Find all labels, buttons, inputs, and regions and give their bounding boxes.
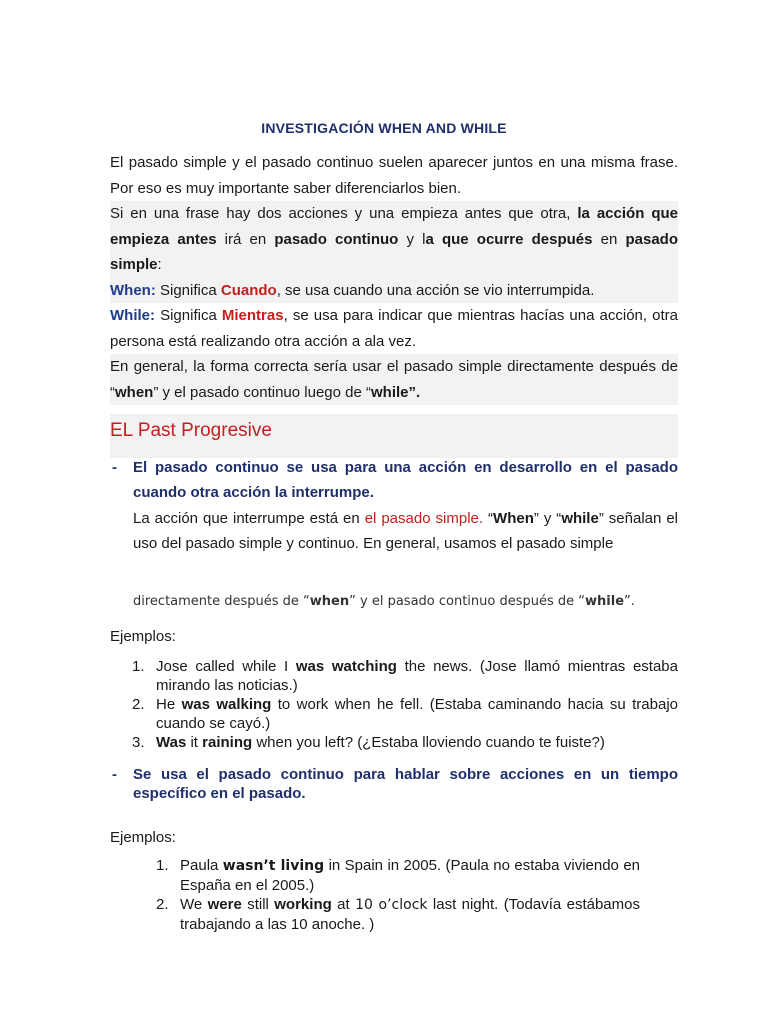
bold-run: raining [202,734,253,751]
bold-run: pasado simple [110,230,678,273]
text-run: ” y el pasado continuo después de “ [349,594,586,609]
list-number: 2. [156,896,169,913]
bold-run: was walking [181,696,272,713]
bold-run: was watching [295,658,397,675]
intro-paragraph-2 [110,201,678,278]
text-run: Si en una frase hay dos acciones y una empieza antes que otra, [110,205,578,222]
text-run: ”. [624,594,635,609]
text-run: “ [483,510,494,527]
list-item [132,733,678,752]
bold-run: while [585,594,625,609]
bold-run: when [309,594,350,609]
text-run: it [186,734,203,751]
text-run: , se usa cuando una acción se vio interrumpida. [276,281,595,299]
intro-paragraph-5 [110,354,678,405]
highlight-run: el pasado simple. [364,510,484,527]
bold-run: while”. [371,383,421,401]
text-run: Paula [180,857,223,874]
while-translation: Mientras [221,307,284,324]
examples-list-2 [156,856,640,934]
text-run: La acción que interrumpe está en [133,510,365,527]
bold-run: la acción que empieza antes [110,205,678,248]
text-run: ” y el pasado continuo luego de “ [153,383,371,401]
bullet-text: Se usa el pasado continuo para hablar sobre acciones en un tiempo específico en el pasado. [133,766,678,802]
intro-paragraph-1: El pasado simple y el pasado continuo suelen aparecer juntos en una misma frase. Por eso es muy importante saber diferenciarlos bien. [110,154,678,197]
bold-run: a que ocurre después [425,230,593,248]
text-run: at [331,896,356,913]
text-run: directamente después de “ [133,594,310,609]
text-run: last night. (Todavía estábamos trabajando a las 10 anoche. ) [180,896,640,933]
text-run: en [592,230,626,248]
bullet-text: El pasado continuo se usa para una acción en desarrollo en el pasado cuando otra acción la interrumpe. [133,459,678,501]
text-run: irá en [216,230,275,248]
text-run: He [156,696,182,713]
explanation-continuation [133,594,693,609]
text-run: , se usa para indicar que mientras hacías una acción, otra persona está realizando otra acción a ala vez. [110,307,678,350]
when-translation: Cuando [220,281,277,299]
bullet-dash: - [112,459,117,476]
list-number: 1. [132,658,145,675]
when-definition [110,278,678,304]
text-run: still [241,896,275,913]
list-number: 1. [156,857,169,874]
text-run: Significa [155,281,221,299]
text-run: ” y “ [533,510,562,527]
document-title: INVESTIGACIÓN WHEN AND WHILE [261,120,507,136]
text-run: ” señalan el uso del pasado simple y continuo. En general, usamos el pasado simple [133,510,678,552]
text-run: to work when he fell. (Estaba caminando hacia su trabajo cuando se cayó.) [156,696,678,732]
list-number: 3. [132,734,145,751]
bullet-item-2 [110,765,678,803]
text-run: y l [398,230,426,248]
list-item [156,856,640,895]
explanation-paragraph [133,506,678,556]
bold-run: wasn’t living [222,858,325,874]
text-run: We [180,896,208,913]
text-run: the news. (Jose llamó mientras estaba mirando las noticias.) [156,658,678,694]
bold-run: were [207,896,242,913]
list-item [132,657,678,695]
list-item [156,895,640,934]
bullet-item-1 [110,455,678,505]
section-heading: EL Past Progresive [110,420,272,441]
bold-run: while [561,510,599,527]
bold-run: when [115,383,154,401]
while-definition [110,303,678,354]
time-run: 10 o’clock [355,897,428,913]
text-run: Jose called while I [156,658,296,675]
examples-list-1 [132,657,678,752]
examples-label-2: Ejemplos: [110,829,176,846]
text-run: in Spain in 2005. (Paula no estaba viviendo en España en el 2005.) [180,857,640,894]
bold-run: When [493,510,534,527]
intro-section [110,150,678,405]
list-number: 2. [132,696,145,713]
bold-run: pasado continuo [274,230,399,248]
text-run: Significa [155,307,222,324]
bold-run: Was [156,734,187,751]
bullet-dash: - [112,766,117,783]
text-run: En general, la forma correcta sería usar el pasado simple directamente después de “ [110,358,678,401]
when-label: When: [110,281,156,299]
while-label: While: [110,307,155,324]
bold-run: working [274,896,332,913]
examples-label-1: Ejemplos: [110,628,176,645]
list-item [132,695,678,733]
text-run: : [157,256,162,273]
text-run: when you left? (¿Estaba lloviendo cuando te fuiste?) [252,734,605,751]
